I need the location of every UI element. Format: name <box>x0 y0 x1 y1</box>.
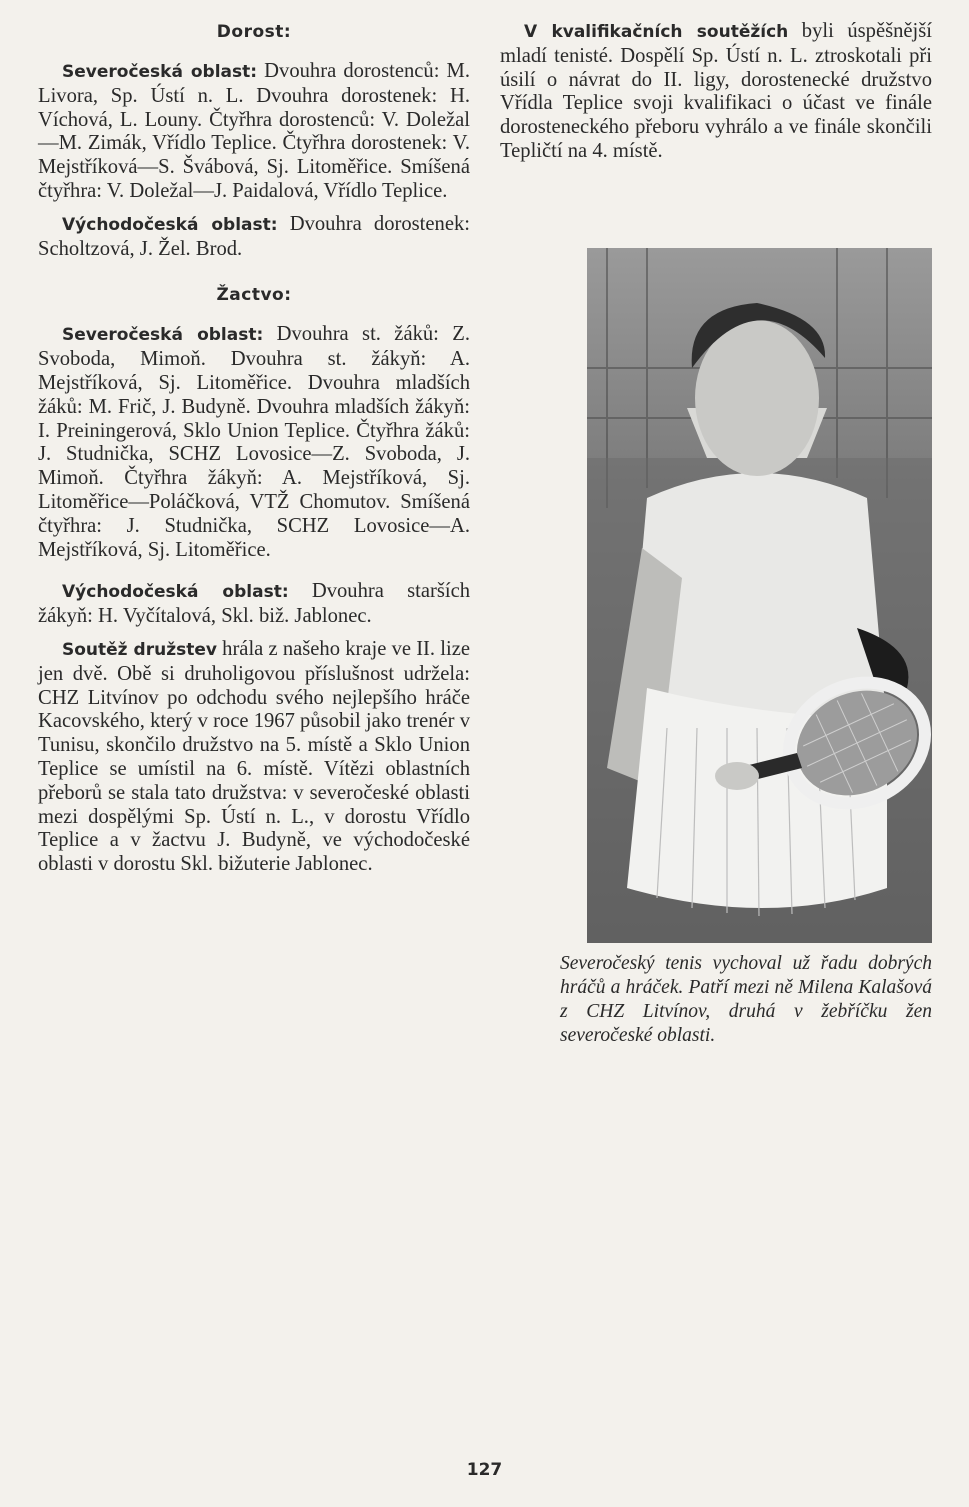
page-number: 127 <box>466 1460 503 1480</box>
paragraph-lead: Severočeská oblast: <box>62 62 258 82</box>
photo-caption: Severočeský tenis vychoval už řadu dobrých hráčů a hráček. Patří mezi ně Milena Kalašová z CHZ Litvínov, druhá v žebříčku žen severočeské oblasti. <box>560 953 932 1046</box>
paragraph-dorost-severoceska <box>38 60 470 204</box>
paragraph-text: Dvouhra st. žáků: Z. Svoboda, Mimoň. Dvouhra st. žákyň: A. Mejstříková, Sj. Litoměřice. Dvouhra mladších žáků: M. Frič, J. Budyně. Dvouhra mladších žákyň: I. Preiningerová, Sklo Union Teplice. Čtyřhra žáků: J. Studnička, SCHZ Lovosice—Z. Svoboda, J. Mimoň. Čtyřhra žákyň: A. Mejstříková, Sj. Litoměřice—Poláčková, VTŽ Chomutov. Smíšená čtyřhra: J. Studnička, SCHZ Lovosice—A. Mejstříková, Sj. Litoměřice. <box>38 323 470 561</box>
heading-dorost: Dorost: <box>216 22 292 42</box>
paragraph-text: byli úspěšnější mladí tenisté. Dospělí Sp. Ústí n. L. ztroskotali při úsilí o návrat do II. ligy, dorostenecké družstvo Vřídla Teplice svoji kvalifikaci o účast ve finále dorosteneckého přeboru vyhrálo a ve finále skončili Tepličtí na 4. místě. <box>500 20 932 162</box>
tennis-player-illustration <box>587 248 932 943</box>
paragraph-lead: Východočeská oblast: <box>62 582 289 603</box>
right-column <box>500 20 932 173</box>
paragraph-text: hrála z našeho kraje ve II. lize jen dvě. Obě si druholigovou příslušnost udržela: CHZ Litvínov po odchodu svého nejlepšího hráče Kacovského, který v roce 1967 působil jako trenér v Tunisu, skončilo družstvo na 5. místě a Sklo Union Teplice se umístil na 6. místě. Vítězi oblastních přeborů se stala tato družstva: v severočeské oblasti mezi dospělými Sp. Ústí n. L., v dorostu Vřídlo Teplice a v žactvu J. Budyně, ve východočeské oblasti v dorostu Skl. bižuterie Jablonec. <box>38 637 470 876</box>
paragraph-text: Dvouhra dorostenců: M. Livora, Sp. Ústí n. L. Dvouhra dorostenek: H. Víchová, L. Louny. Čtyřhra dorostenců: V. Doležal—M. Zimák, Vřídlo Teplice. Čtyřhra dorostenek: V. Mejstříková—S. Švábová, Sj. Litoměřice. Smíšená čtyřhra: V. Doležal—J. Paidalová, Vřídlo Teplice. <box>38 60 471 202</box>
paragraph-kvalifikace <box>500 20 932 164</box>
paragraph-zactvo-severoceska <box>38 323 470 562</box>
tennis-player-photo <box>587 248 932 943</box>
left-column <box>38 20 470 886</box>
paragraph-soutez-druzstev <box>38 638 470 877</box>
paragraph-dorost-vychodoceska <box>38 213 470 262</box>
paragraph-lead: Severočeská oblast: <box>62 325 264 346</box>
paragraph-zactvo-vychodoceska <box>38 580 470 629</box>
paragraph-lead: V kvalifikačních soutěžích <box>524 22 789 42</box>
paragraph-lead: Soutěž družstev <box>62 639 217 660</box>
heading-zactvo: Žactvo: <box>216 285 292 306</box>
paragraph-text: Dvouhra dorostenek: Scholtzová, J. Žel. Brod. <box>38 212 470 260</box>
paragraph-lead: Východočeská oblast: <box>62 214 278 235</box>
paragraph-text: Dvouhra starších žákyň: H. Vyčítalová, Skl. biž. Jablonec. <box>38 580 471 628</box>
